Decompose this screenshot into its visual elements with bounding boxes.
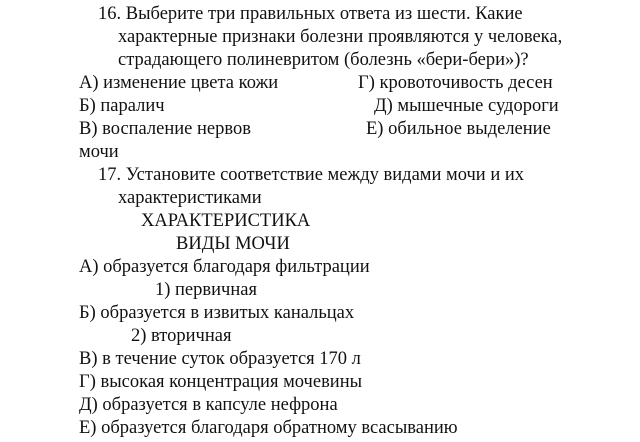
q16-option-b: Б) паралич [79, 96, 165, 116]
q17-line-type-1: 1) первичная [155, 280, 257, 300]
q16-option-e-cont: мочи [79, 142, 119, 162]
q17-column-header-characteristic: ХАРАКТЕРИСТИКА [141, 211, 311, 231]
q17-column-header-urine-types: ВИДЫ МОЧИ [176, 234, 290, 254]
q17-line-type-2: 2) вторичная [131, 326, 232, 346]
q16-heading: 16. Выберите три правильных ответа из шести. Какие [98, 4, 523, 24]
q16-heading-cont-1: характерные признаки болезни проявляются у человека, [118, 27, 563, 47]
q17-line-v: В) в течение суток образуется 170 л [79, 349, 361, 369]
q17-heading-cont: характеристиками [118, 188, 262, 208]
q16-heading-cont-2: страдающего полиневритом (болезнь «бери-бери»)? [118, 50, 529, 70]
q16-option-v: В) воспаление нервов [79, 119, 251, 139]
q16-option-g: Г) кровоточивость десен [358, 73, 553, 93]
q17-line-g: Г) высокая концентрация мочевины [79, 372, 363, 392]
q16-option-d: Д) мышечные судороги [374, 96, 559, 116]
q17-line-e: Е) образуется благодаря обратному всасыванию [79, 418, 458, 438]
q17-line-a: А) образуется благодаря фильтрации [79, 257, 370, 277]
q17-line-d: Д) образуется в капсуле нефрона [79, 395, 338, 415]
q17-line-b: Б) образуется в извитых канальцах [79, 303, 355, 323]
q16-option-e: Е) обильное выделение [366, 119, 551, 139]
q17-heading: 17. Установите соответствие между видами мочи и их [98, 165, 524, 185]
q16-option-a: А) изменение цвета кожи [79, 73, 279, 93]
